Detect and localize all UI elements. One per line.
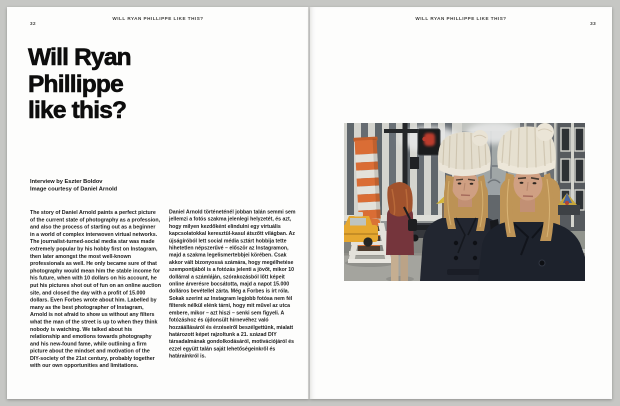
page-number-right bbox=[584, 16, 596, 34]
article-title-line2: Phillippe bbox=[28, 70, 123, 98]
page-number-left-label: 32 bbox=[30, 21, 37, 26]
byline bbox=[30, 178, 230, 193]
intro-paragraph-english: The story of Daniel Arnold paints a perfect picture of the current state of photography as a profession, and also the process of starting out as a beginner in a world of complex interwoven virtual networks. The journalist-turned-social media star was made extremely popular by his hobby first on Instagram, then later amongst the most well-known professionals as well. He only became sure of that photography would mean him the stable income for his future, when with 10 dollars on his account, he put his pictures shot out of fun on an online auction site, and closed the day with a profit of 15.000 dollars. Even Forbes wrote about him. Labelled by many as the best photographer of Instagram, Arnold is not afraid to show us without any filters what the man of the street is up to when they think nobody is watching. We talked about his relationship and emotions towards photography and his new-found fame, while outlining a firm picture about the mindset and motivation of the DIY-society of the 21st century, probably together with our own opportunities and limitations. bbox=[30, 209, 161, 369]
page-number-right-label: 33 bbox=[589, 21, 596, 26]
article-title bbox=[28, 45, 131, 125]
right-page bbox=[310, 7, 612, 399]
article-title-line1: Will Ryan bbox=[28, 44, 131, 72]
byline-interview: Interview by Eszter Boldov bbox=[30, 178, 103, 185]
running-header-left: WILL RYAN PHILLIPPE LIKE THIS? bbox=[112, 16, 204, 21]
article-title-line3: like this? bbox=[28, 97, 127, 125]
street-photo bbox=[344, 123, 585, 281]
left-page bbox=[7, 7, 309, 399]
intro-paragraph-hungarian: Daniel Arnold történeténél jobban talán semmi sem jellemzi a fotós szakma jelenlegi helyzetét, és azt, hogy milyen kezdőként elindulni egy virtuális kapcsolatokkal keresztül-kasul átszőtt világban. Az újságíróból lett social média sztárt hobbija tette hihetetlen népszerűvé – először az Instagramon, majd a szakma legelismertebbjei körében. Csak akkor vált bizonyossá számára, hogy megélhetése szempontjából is a fotózás jelenti a jövőt, mikor 10 dollárral a számláján, szórakozásból lőtt képeit online árverésre bocsátotta, majd a napot 15.000 dolláros bevétellel zárta. Még a Forbes is írt róla. Sokak szerint az Instagram legjobb fotósa nem fél filterek nélkül elénk tárni, hogy mit művel az utca embere, mikor – azt hiszi – senki sem figyeli. A fotózáshoz és újdonsült hírnevéhez való hozzáállásáról és érzéseiről beszélgettünk, mialatt határozott képet rajzoltunk a 21. század DIY társadalmának gondolkodásáról, motivációjáról és ezzel együtt talán saját lehetőségeinkről és határainkról is. bbox=[169, 209, 296, 360]
intro-columns bbox=[30, 209, 300, 370]
running-header-right: WILL RYAN PHILLIPPE LIKE THIS? bbox=[415, 16, 507, 21]
byline-image-credit: Image courtesy of Daniel Arnold bbox=[30, 185, 118, 192]
street-photo-illustration bbox=[344, 123, 585, 281]
